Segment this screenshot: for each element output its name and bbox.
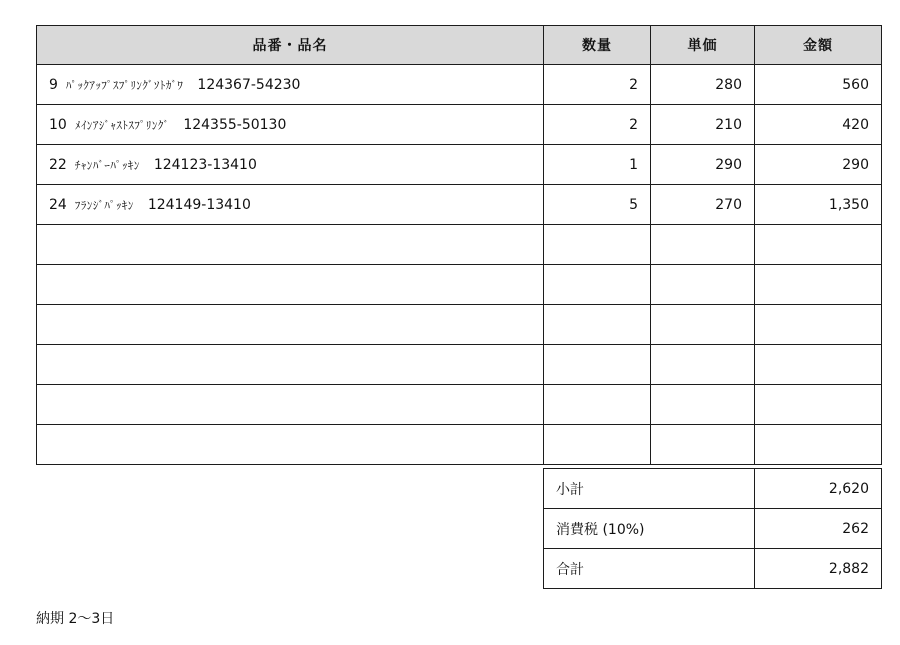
empty-row [37,425,882,465]
total-label: 合計 [544,549,755,589]
tax-value: 262 [755,509,882,549]
item-qty: 5 [544,185,651,225]
empty-row [37,345,882,385]
item-amount: 420 [755,105,882,145]
lead-time-note: 納期 2〜3日 [36,611,115,627]
item-qty: 2 [544,65,651,105]
empty-cell [544,265,651,305]
item-amount: 1,350 [755,185,882,225]
item-qty: 2 [544,105,651,145]
empty-cell [37,345,544,385]
item-unit-price: 270 [651,185,755,225]
empty-cell [755,425,882,465]
item-amount: 560 [755,65,882,105]
item-amount: 290 [755,145,882,185]
item-number: 10 [49,116,67,133]
empty-cell [37,225,544,265]
empty-row [37,305,882,345]
item-unit-price: 210 [651,105,755,145]
header-unit-price: 単価 [651,26,755,65]
empty-cell [544,345,651,385]
empty-cell [651,385,755,425]
empty-cell [651,225,755,265]
empty-cell [37,265,544,305]
table-row [37,65,882,105]
subtotal-label: 小計 [544,469,755,509]
empty-cell [755,265,882,305]
table-row [37,105,882,145]
table-row [37,145,882,185]
item-kana-name: ﾒｲﾝｱｼﾞｬｽﾄｽﾌﾟﾘﾝｸﾞ [74,118,170,132]
item-name-cell [37,105,544,145]
item-number: 24 [49,196,67,213]
empty-cell [37,425,544,465]
empty-cell [37,305,544,345]
empty-cell [755,345,882,385]
item-kana-name: ﾌﾗﾝｼﾞﾊﾟｯｷﾝ [74,198,134,212]
item-unit-price: 280 [651,65,755,105]
tax-label: 消費税 (10%) [544,509,755,549]
empty-cell [544,425,651,465]
empty-cell [37,385,544,425]
item-code: 124367-54230 [197,76,301,93]
item-name-cell [37,185,544,225]
empty-cell [544,225,651,265]
empty-cell [755,225,882,265]
item-name-cell [37,65,544,105]
header-name: 品番・品名 [37,26,544,65]
tax-row [544,509,882,549]
empty-cell [651,305,755,345]
empty-cell [544,305,651,345]
header-amount: 金額 [755,26,882,65]
empty-row [37,265,882,305]
item-code: 124149-13410 [147,196,251,213]
item-code: 124123-13410 [153,156,257,173]
totals-table [543,468,882,589]
empty-cell [651,345,755,385]
table-row [37,185,882,225]
empty-cell [544,385,651,425]
item-number: 9 [49,76,58,93]
empty-cell [755,385,882,425]
empty-cell [755,305,882,345]
item-unit-price: 290 [651,145,755,185]
empty-cell [651,265,755,305]
total-value: 2,882 [755,549,882,589]
item-code: 124355-50130 [183,116,287,133]
empty-row [37,225,882,265]
item-number: 22 [49,156,67,173]
total-row [544,549,882,589]
header-qty: 数量 [544,26,651,65]
empty-cell [651,425,755,465]
item-name-cell [37,145,544,185]
empty-row [37,385,882,425]
subtotal-row [544,469,882,509]
table-header-row [37,26,882,65]
items-table [36,25,882,465]
subtotal-value: 2,620 [755,469,882,509]
item-kana-name: ﾊﾟｯｸｱｯﾌﾟｽﾌﾟﾘﾝｸﾞｿﾄｶﾞﾜ [65,78,184,92]
item-qty: 1 [544,145,651,185]
item-kana-name: ﾁｬﾝﾊﾞｰﾊﾟｯｷﾝ [74,158,140,172]
